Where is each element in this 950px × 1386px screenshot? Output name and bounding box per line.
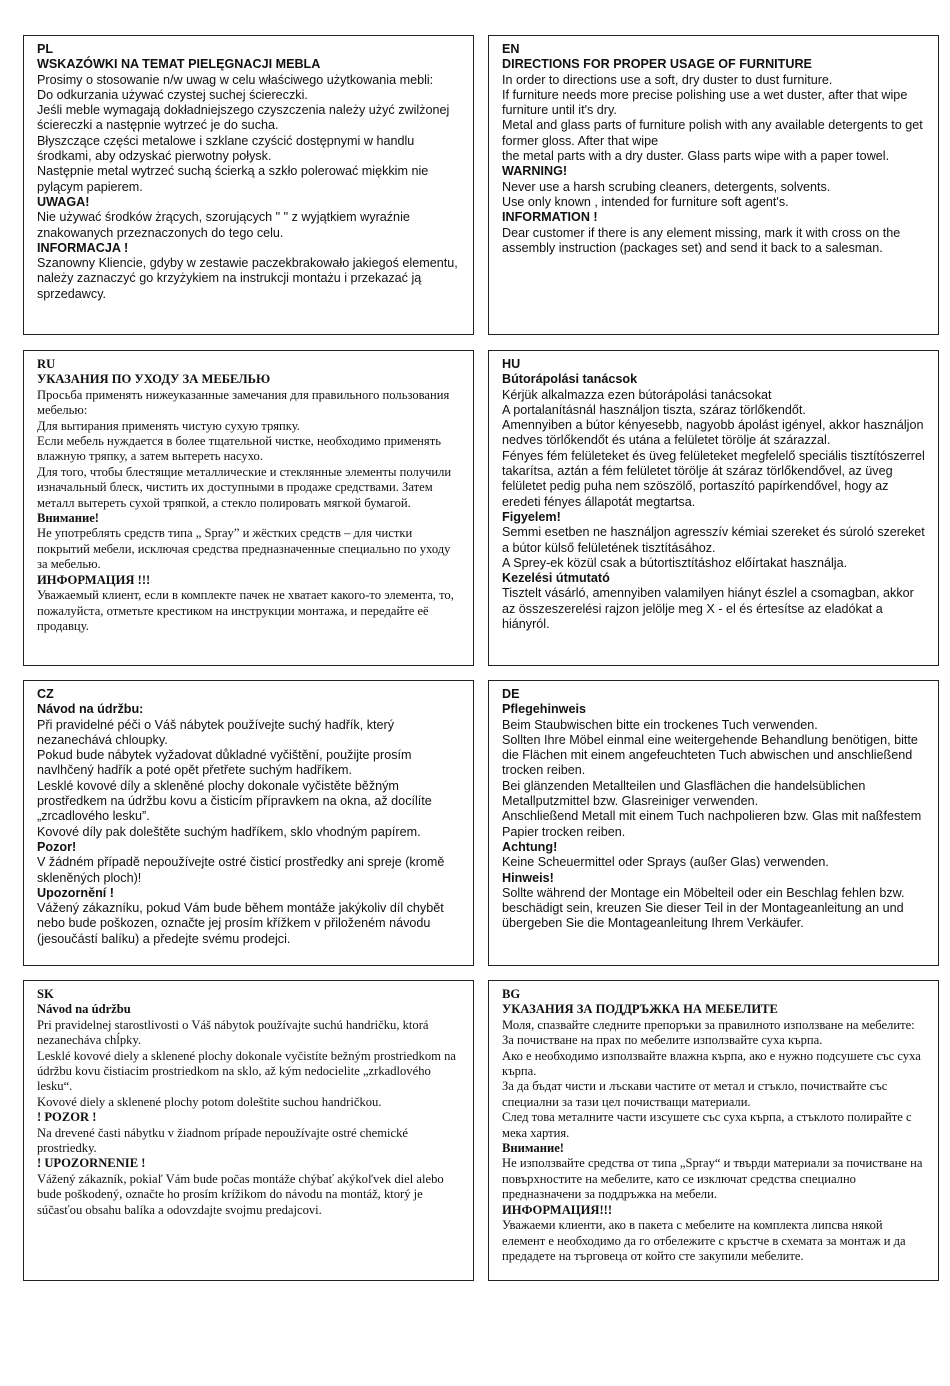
section-subheading: INFORMATION ! xyxy=(502,210,598,225)
section-paragraph: За почистване на прах по мебелите използвайте суха кърпа. xyxy=(502,1033,823,1048)
section-paragraph: Не употреблять средств типа „ Spray” и жёстких средств – для чистки покрытий мебели, исключая средства предназначенные специально по уходу за мебелью. xyxy=(37,526,451,572)
section-paragraph: Если мебель нуждается в более тщательной чистке, необходимо применять влажную тряпку, а затем вытереть насухо. xyxy=(37,434,441,464)
section-paragraph: A Sprey-ek közül csak a bútortisztításhoz előírtakat használja. xyxy=(502,555,848,570)
section-paragraph: Sollte während der Montage ein Möbelteil oder ein Beschlag fehlen bzw. beschädigt sein, kreuzen Sie dieser Teil in der Montageanleitung an und übergeben Sie die Montageanleitung Ihrem Verkäufer. xyxy=(502,885,905,931)
section-paragraph: Kérjük alkalmazza ezen bútorápolási tanácsokat xyxy=(502,387,772,402)
section-title: Návod na údržbu xyxy=(37,1002,131,1017)
language-code: CZ xyxy=(37,687,54,701)
section-ru xyxy=(23,350,474,666)
section-paragraph: Prosimy o stosowanie n/w uwag w celu właściwego użytkowania mebli: xyxy=(37,72,434,87)
section-paragraph: the metal parts with a dry duster. Glass parts wipe with a paper towel. xyxy=(502,149,890,164)
section-subheading: Внимание! xyxy=(37,511,99,526)
section-hu xyxy=(488,350,939,666)
section-paragraph: Kovové diely a sklenené plochy potom doleštite suchou handričkou. xyxy=(37,1094,382,1109)
language-code: DE xyxy=(502,687,520,701)
section-subheading: Внимание! xyxy=(502,1141,564,1156)
section-pl xyxy=(23,35,474,335)
section-paragraph: Dear customer if there is any element missing, mark it with cross on the assembly instruction (packages set) and send it back to a salesman. xyxy=(502,225,901,255)
section-paragraph: Jeśli meble wymagają dokładniejszego czyszczenia należy użyć zwilżonej ściereczki a następnie wytrzeć je do sucha. xyxy=(37,103,450,133)
section-paragraph: Semmi esetben ne használjon agresszív kémiai szereket és súroló szereket a bútor külső felületének tisztításához. xyxy=(502,525,925,555)
section-paragraph: If furniture needs more precise polishing use a wet duster, after that wipe furniture until it's dry. xyxy=(502,87,908,118)
section-subheading: Kezelési útmutató xyxy=(502,571,610,586)
section-paragraph: Не използвайте средства от типа „Spray“ и твърди материали за почистване на повърхностите на мебелите, като се изключат средства специално предназначени за поддръжка на мебели. xyxy=(502,1156,923,1202)
section-paragraph: За да бъдат чисти и лъскави частите от метал и стъкло, почиствайте със специални за тази цел почистващи материали. xyxy=(502,1079,888,1109)
section-paragraph: Sollten Ihre Möbel einmal eine weitergehende Behandlung benötigen, bitte die Flächen mit einem angefeuchteten Tuch abwischen und anschließend trocken reiben. xyxy=(502,732,918,778)
section-paragraph: Następnie metal wytrzeć suchą ścierką a szkło polerować miękkim nie pylącym papierem. xyxy=(37,164,429,194)
section-title: Bútorápolási tanácsok xyxy=(502,372,638,387)
section-subheading: WARNING! xyxy=(502,164,568,179)
section-paragraph: Pokud bude nábytek vyžadovat důkladné vyčištění, použijte prosím navlhčený hadřík a poté opět přetřete suchým hadříkem. xyxy=(37,748,412,778)
section-sk xyxy=(23,980,474,1281)
section-paragraph: Do odkurzania używać czystej suchej ściereczki. xyxy=(37,87,308,102)
section-paragraph: Nie używać środków żrących, szorujących " " z wyjątkiem wyraźnie znakowanych przeznaczonych do tego celu. xyxy=(37,210,410,240)
section-paragraph: Keine Scheuermittel oder Sprays (außer Glas) verwenden. xyxy=(502,855,829,870)
section-paragraph: Lesklé kovové diely a sklenené plochy dokonale vyčistíte bežným prostriedkom na údržbu kovu čistiacim prostriedkom na sklo, až kým nedocielite „zrkadlového lesku“. xyxy=(37,1048,456,1094)
section-paragraph: Для вытирания применять чистую сухую тряпку. xyxy=(37,418,300,433)
section-subheading: ! UPOZORNENIE ! xyxy=(37,1156,146,1171)
section-subheading: INFORMACJA ! xyxy=(37,240,129,255)
section-paragraph: Просьба применять нижеуказанные замечания для правильного пользования мебелью: xyxy=(37,387,450,418)
section-paragraph: Na drevené časti nábytku v žiadnom prípade nepoužívajte ostré chemické prostriedky. xyxy=(37,1125,409,1156)
section-paragraph: Vážený zákazníku, pokud Vám bude během montáže jakýkoliv díl chybět nebo bude poškozen, označte jej prosím křížkem v přiloženém návodu (jesoučástí balíku) a předejte svému prodejci. xyxy=(37,901,444,946)
language-code: SK xyxy=(37,987,54,1001)
section-title: Pflegehinweis xyxy=(502,702,586,717)
language-code: RU xyxy=(37,357,56,371)
section-paragraph: Use only known , intended for furniture soft agent's. xyxy=(502,194,789,209)
section-title: WSKAZÓWKI NA TEMAT PIELĘGNACJI MEBLA xyxy=(37,57,321,72)
section-paragraph: Szanowny Kliencie, gdyby w zestawie paczekbrakowało jakiegoś elementu, należy zaznaczyć go krzyżykiem na instrukcji montażu i przekazać ją sprzedawcy. xyxy=(37,256,458,301)
section-en xyxy=(488,35,939,335)
section-paragraph: Beim Staubwischen bitte ein trockenes Tuch verwenden. xyxy=(502,717,818,732)
section-paragraph: Pri pravidelnej starostlivosti o Váš nábytok používajte suchú handričku, ktorá nezanecháva chĺpky. xyxy=(37,1017,429,1048)
section-paragraph: Při pravidelné péči o Váš nábytek používejte suchý hadřík, který nezanechává chloupky. xyxy=(37,717,395,747)
section-title: УКАЗАНИЯ ПО УХОДУ ЗА МЕБЕЛЬЮ xyxy=(37,372,271,387)
section-paragraph: Anschließend Metall mit einem Tuch nachpolieren bzw. Glas mit naßfestem Papier trocken reiben. xyxy=(502,809,922,839)
section-paragraph: Ако е необходимо използвайте влажна кърпа, ако е нужно подсушете със суха кърпа. xyxy=(502,1048,921,1079)
section-paragraph: Amennyiben a bútor kényesebb, nagyobb ápolást igényel, akkor használjon nedves törlőkendőt és utána a felületet törölje át szárazzal. xyxy=(502,418,924,448)
section-title: УКАЗАНИЯ ЗА ПОДДРЪЖКА НА МЕБЕЛИТЕ xyxy=(502,1002,778,1017)
section-subheading: ИНФОРМАЦИЯ!!! xyxy=(502,1202,613,1217)
section-paragraph: Уважаеми клиенти, ако в пакета с мебелите на комплекта липсва някой елемент е необходимо да го отбележите с кръстче в схемата за монтаж и да предадете на търговеца от който сте закупили мебелите. xyxy=(502,1218,906,1263)
section-title: DIRECTIONS FOR PROPER USAGE OF FURNITURE xyxy=(502,57,812,72)
section-subheading: Upozornění ! xyxy=(37,885,114,900)
section-paragraph: След това металните части изсушете със суха кърпа, а стъклото полирайте с мека хартия. xyxy=(502,1110,912,1140)
section-paragraph: V žádném případě nepoužívejte ostré čisticí prostředky ani spreje (kromě skleněných ploch)! xyxy=(37,855,445,885)
section-subheading: UWAGA! xyxy=(37,194,90,209)
section-paragraph: Never use a harsh scrubing cleaners, detergents, solvents. xyxy=(502,179,831,194)
section-subheading: ! POZOR ! xyxy=(37,1110,97,1125)
section-subheading: Achtung! xyxy=(502,839,558,854)
section-paragraph: Błyszczące części metalowe i szklane czyścić dostępnymi w handlu środkami, aby odzyskać pierwotny połysk. xyxy=(37,133,415,164)
section-paragraph: Metal and glass parts of furniture polish with any available detergents to get former gloss. After that wipe xyxy=(502,118,923,148)
section-paragraph: Bei glänzenden Metallteilen und Glasflächen die handelsüblichen Metallputzmittel bzw. Glasreiniger verwenden. xyxy=(502,778,866,809)
section-subheading: Pozor! xyxy=(37,839,77,854)
section-de xyxy=(488,680,939,966)
section-title: Návod na údržbu: xyxy=(37,702,144,717)
section-paragraph: Моля, спазвайте следните препоръки за правилното използване на мебелите: xyxy=(502,1017,915,1032)
section-subheading: Hinweis! xyxy=(502,870,554,885)
section-paragraph: Lesklé kovové díly a skleněné plochy dokonale vyčistěte běžným prostředkem na údržbu kovu a čisticím přípravkem na okna, až docílíte „zrcadlového lesku”. xyxy=(37,778,432,824)
section-bg xyxy=(488,980,939,1281)
section-paragraph: Fényes fém felületeket és üveg felületeket megfelelő speciális tisztítószerrel takarítsa, aztán a fém felületet törölje át száraz törlőkendővel, az üveg felületet pedig puha nem szöszölő, portaszító papírkendővel, hogy az eredeti fényes állapotát megtartsa. xyxy=(502,448,925,509)
language-code: PL xyxy=(37,42,54,56)
section-paragraph: Уважаемый клиент, если в комплекте пачек не хватает какого-то элемента, то, пожалуйста, отметьте крестиком на инструкции монтажа, и передайте её продавцу. xyxy=(37,588,454,633)
section-paragraph: In order to directions use a soft, dry duster to dust furniture. xyxy=(502,72,833,87)
section-paragraph: Vážený zákazník, pokiaľ Vám bude počas montáže chýbať akýkoľvek diel alebo bude poškodený, označte ho prosím krížikom do návodu na montáž, ktorý je súčasťou obsahu balíka a odovzdajte svojmu predajcovi. xyxy=(37,1171,444,1217)
language-code: HU xyxy=(502,357,521,371)
section-paragraph: Для того, чтобы блестящие металлические и стеклянные элементы получили изначальный блеск, чистить их доступными в продаже средствами. Затем металл вытереть сухой тряпкой, а стекло полировать мягкой бумагой. xyxy=(37,464,452,510)
section-paragraph: A portalanításnál használjon tiszta, száraz törlőkendőt. xyxy=(502,402,806,417)
section-subheading: Figyelem! xyxy=(502,509,561,524)
section-paragraph: Kovové díly pak doleštěte suchým hadříkem, sklo vhodným papírem. xyxy=(37,824,421,839)
language-code: EN xyxy=(502,42,520,56)
section-cz xyxy=(23,680,474,966)
language-code: BG xyxy=(502,987,521,1001)
section-subheading: ИНФОРМАЦИЯ !!! xyxy=(37,572,151,587)
section-paragraph: Tisztelt vásárló, amennyiben valamilyen hiányt észlel a csomagban, akkor az összeszerelési rajzon jelölje meg X - el és értesítse az eladókat a hiányról. xyxy=(502,586,914,632)
